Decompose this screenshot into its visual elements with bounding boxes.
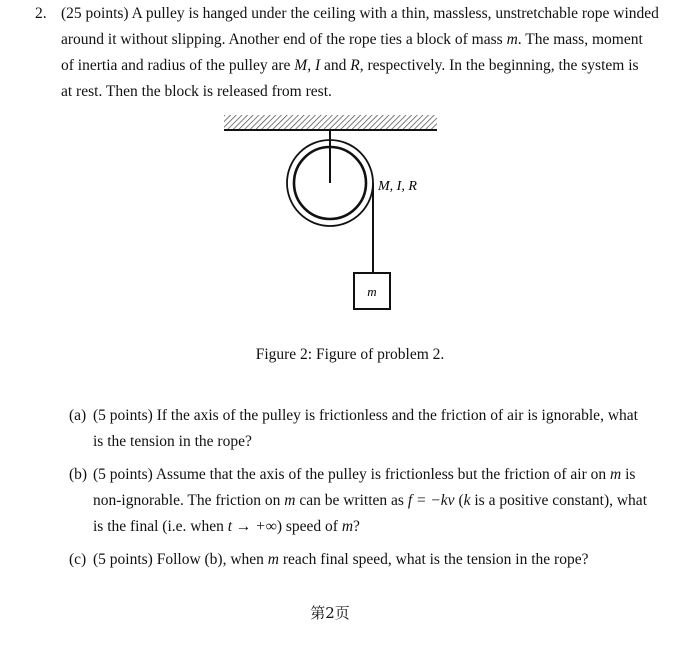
page-number: 第2页	[310, 604, 350, 622]
var-I: I	[314, 57, 321, 74]
time-limit: t → +∞	[227, 518, 277, 535]
var-R: R	[350, 57, 360, 74]
part-b-line-1: (5 points) Assume that the axis of the pulley is frictionless but the friction of air on m is	[93, 466, 636, 483]
problem-number: 2.	[35, 5, 47, 22]
friction-equation: f = −kv	[407, 492, 455, 509]
problem-text-line-1: (25 points) A pulley is hanged under the ceiling with a thin, massless, unstretchable rope winded	[61, 5, 659, 22]
problem-text-line-2: around it without slipping. Another end of the rope ties a block of mass m. The mass, moment	[61, 31, 643, 48]
pulley-label: M, I, R	[378, 179, 417, 194]
part-c-line-1: (5 points) Follow (b), when m reach final speed, what is the tension in the rope?	[93, 551, 589, 568]
var-M: M	[294, 57, 308, 74]
part-b-label: (b)	[69, 466, 88, 483]
problem-text-line-3: of inertia and radius of the pulley are M, I and R, respectively. In the beginning, the system is	[61, 57, 639, 74]
block-label: m	[367, 284, 377, 299]
part-b-line-2: non-ignorable. The friction on m can be written as f = −kv (k is a positive constant), what	[93, 492, 647, 509]
part-a-line-2: is the tension in the rope?	[93, 433, 252, 450]
ceiling-hatch	[224, 115, 437, 129]
figure-caption: Figure 2: Figure of problem 2.	[255, 346, 445, 363]
part-a-label: (a)	[69, 407, 87, 424]
problem-text-line-4: at rest. Then the block is released from rest.	[61, 83, 332, 100]
var-m: m	[506, 31, 518, 48]
part-b-line-3: is the final (i.e. when t → +∞) speed of m?	[93, 518, 360, 535]
part-c-label: (c)	[69, 551, 87, 568]
part-a-line-1: (5 points) If the axis of the pulley is frictionless and the friction of air is ignorable, what	[93, 407, 638, 424]
